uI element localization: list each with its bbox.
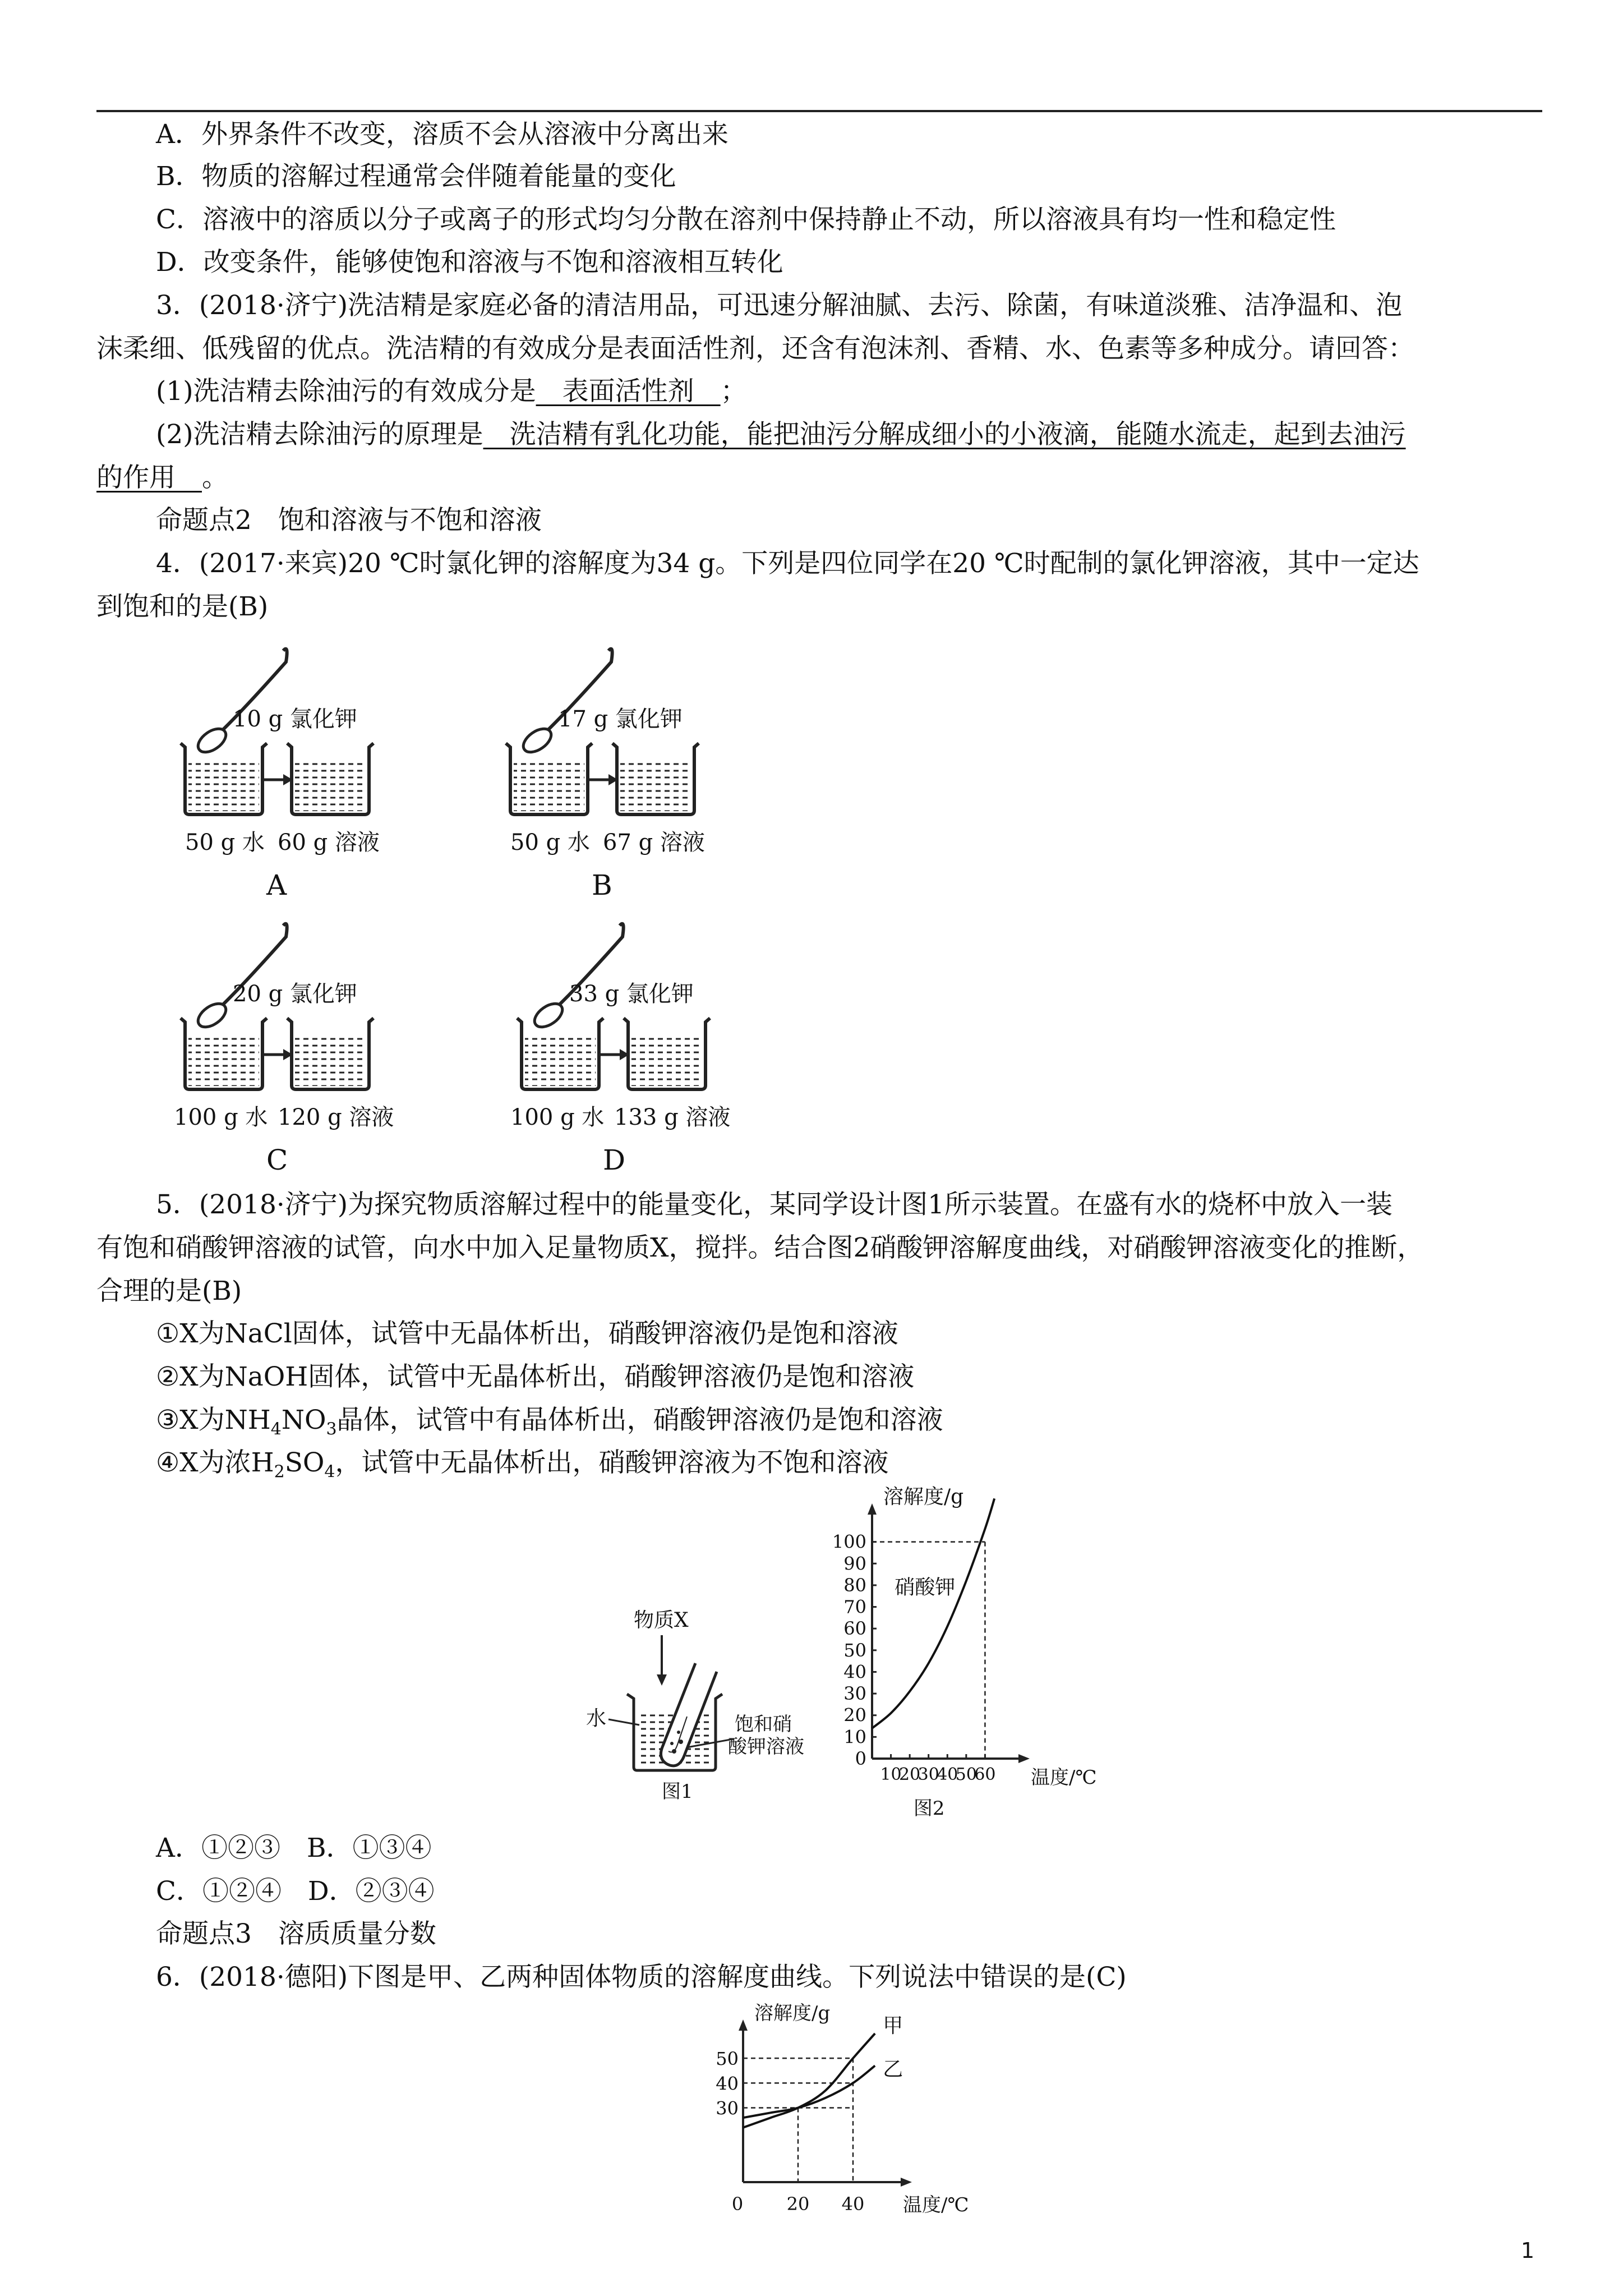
y-tick-label: 40 [716,2073,739,2095]
q3-stem-line2: 沫柔细、低残留的优点。洗洁精的有效成分是表面活性剂，还含有泡沫剂、香精、水、色素等多种成分。请回答： [96,333,1414,364]
arrow-icon [264,1049,293,1060]
q3-part2 [156,418,1406,452]
x-axis-label: 温度/℃ [903,2194,969,2216]
q4-b-added-label: 17 g 氯化钾 [558,706,683,732]
q5-s4-sub1: 2 [274,1462,285,1482]
q4-a-letter: A [266,869,287,901]
series-line-kno3 [872,1498,994,1728]
page-number: 1 [1520,2238,1534,2263]
q5-solubility-chart [830,1481,1122,1818]
q5-fig1-caption: 图1 [662,1780,693,1803]
q5-statement-1: ①X为NaCl固体，试管中无晶体析出，硝酸钾溶液仍是饱和溶液 [156,1318,898,1349]
q5-statement-3 [156,1404,943,1446]
spoon-icon [194,924,287,1032]
x-tick-label: 50 [955,1765,977,1784]
x-axis-label: 温度/℃ [1031,1766,1097,1789]
q5-statement-4 [156,1446,889,1489]
q3-part2-prefix: (2)洗洁精去除油污的原理是 [156,419,483,450]
series-line-yi [743,2065,875,2118]
q5-s4-suffix: ，试管中无晶体析出，硝酸钾溶液为不饱和溶液 [335,1447,889,1478]
y-tick-label: 20 [843,1704,866,1726]
x-tick-label: 40 [937,1765,958,1784]
q4-stem-line2: 到饱和的是(B) [96,591,269,622]
y-tick-label: 40 [843,1661,866,1683]
y-axis-arrow [868,1503,877,1515]
series-label-kno3: 硝酸钾 [895,1576,956,1599]
y-tick-label: 10 [843,1726,866,1748]
beaker-icon [181,1018,267,1089]
x-axis-arrow [901,2178,912,2187]
beaker-icon [624,1018,710,1089]
q4-c-letter: C [266,1144,288,1176]
q5-s3-sub1: 4 [270,1419,282,1439]
y-tick-label: 0 [855,1748,866,1769]
y-tick-label: 50 [843,1639,866,1661]
q2-option-b: B．物质的溶解过程通常会伴随着能量的变化 [156,161,676,192]
beaker-icon [612,743,699,815]
q5-s3-sub2: 3 [326,1419,337,1439]
q4-figure-c [168,914,426,1178]
q5-s4-sub2: 4 [324,1462,335,1482]
q3-part2-answer-line1: __洗洁精有乳化功能，能把油污分解成细小的小液滴，能随水流走，起到去油污 [483,419,1406,450]
section2-title: 命题点2 饱和溶液与不饱和溶液 [156,505,542,536]
q3-part1-answer: __表面活性剂__ [536,376,721,407]
q5-s3-suffix: 晶体，试管中有晶体析出，硝酸钾溶液仍是饱和溶液 [336,1405,943,1435]
q5-s4-mid: SO [284,1447,325,1478]
y-tick-label: 60 [843,1618,866,1640]
q5-fig1-label-sol2: 酸钾溶液 [728,1736,804,1758]
q5-fig1-label-sol1: 饱和硝 [735,1713,792,1736]
q4-c-solution-label: 120 g 溶液 [278,1105,394,1130]
q4-stem-line1: 4．(2017·来宾)20 ℃时氯化钾的溶解度为34 g。下列是四位同学在20 ℃时配制的氯化钾溶液，其中一定达 [156,548,1419,579]
q2-option-c: C．溶液中的溶质以分子或离子的形式均匀分散在溶剂中保持静止不动，所以溶液具有均一性和稳定性 [156,204,1336,235]
y-axis-label: 溶解度/g [754,2002,831,2024]
q4-b-solution-label: 67 g 溶液 [603,830,705,855]
y-tick-label: 30 [843,1683,866,1705]
x-tick-label: 20 [899,1765,921,1784]
y-axis-arrow [739,2019,748,2031]
y-tick-label: 30 [716,2097,739,2119]
q5-options-cd: C．①②④ D．②③④ [156,1876,435,1907]
beaker-icon [287,743,374,815]
x-tick-label: 30 [917,1765,939,1784]
q4-b-water-label: 50 g 水 [510,830,590,855]
q5-s3-mid: NO [281,1405,326,1435]
spoon-icon [194,649,287,757]
beaker-icon [517,1018,603,1089]
beaker-icon [287,1018,374,1089]
q4-d-water-label: 100 g 水 [510,1105,605,1130]
q3-part2-cont [96,461,228,495]
q3-part1-prefix: (1)洗洁精去除油污的有效成分是 [156,376,536,407]
q4-d-solution-label: 133 g 溶液 [614,1105,731,1130]
arrow-icon [589,774,618,785]
beaker-icon [181,743,267,815]
y-tick-label: 90 [843,1553,866,1575]
y-tick-label: 100 [832,1531,866,1553]
header-rule [96,110,1542,112]
x-axis-arrow [1018,1754,1030,1763]
q4-figure-b [494,639,751,903]
series-label-jia: 甲 [883,2014,903,2037]
q4-a-added-label: 10 g 氯化钾 [233,706,357,732]
q4-d-letter: D [603,1144,626,1176]
q5-fig1-label-water: 水 [586,1707,607,1730]
q5-figure-1 [578,1604,841,1812]
y-tick-label: 70 [843,1596,866,1618]
q3-part2-suffix: 。 [202,462,228,493]
spoon-icon [531,924,624,1032]
down-arrow-icon [657,1635,667,1686]
series-label-yi: 乙 [883,2058,903,2081]
y-axis-label: 溶解度/g [883,1485,964,1508]
y-tick-label: 50 [716,2048,739,2070]
q6-stem: 6．(2018·德阳)下图是甲、乙两种固体物质的溶解度曲线。下列说法中错误的是(C) [156,1962,1127,1993]
arrow-icon [264,774,293,785]
q5-stem-line2: 有饱和硝酸钾溶液的试管，向水中加入足量物质X，搅拌。结合图2硝酸钾溶解度曲线，对硝酸钾溶液变化的推断， [96,1232,1424,1263]
q3-part1-suffix: ； [720,376,747,407]
q3-stem-line1: 3．(2018·济宁)洗洁精是家庭必备的清洁用品，可迅速分解油腻、去污、除菌，有味道淡雅、洁净温和、泡 [156,290,1403,321]
q4-a-solution-label: 60 g 溶液 [278,830,380,855]
q4-b-letter: B [592,869,612,901]
beaker-icon [506,743,592,815]
q6-solubility-chart [695,2000,1009,2224]
chart-caption: 图2 [913,1797,945,1820]
q4-c-added-label: 20 g 氯化钾 [233,981,357,1007]
q4-c-water-label: 100 g 水 [174,1105,268,1130]
section3-title: 命题点3 溶质质量分数 [156,1918,436,1949]
q5-statement-2: ②X为NaOH固体，试管中无晶体析出，硝酸钾溶液仍是饱和溶液 [156,1361,915,1392]
q2-option-a: A．外界条件不改变，溶质不会从溶液中分离出来 [156,119,728,150]
q5-s4-prefix: ④X为浓H [156,1447,274,1478]
q4-figure-d [505,914,763,1178]
q4-figure-a [168,639,426,903]
q5-s3-prefix: ③X为NH [156,1405,271,1435]
x-tick-label: 60 [974,1765,996,1784]
q2-option-d: D．改变条件，能够使饱和溶液与不饱和溶液相互转化 [156,247,783,278]
q4-d-added-label: 33 g 氯化钾 [569,981,694,1007]
q5-options-ab: A．①②③ B．①③④ [156,1833,432,1864]
q5-stem-line1: 5．(2018·济宁)为探究物质溶解过程中的能量变化，某同学设计图1所示装置。在盛有水的烧杯中放入一装 [156,1189,1393,1220]
q5-stem-line3: 合理的是(B) [96,1276,242,1306]
y-tick-label: 80 [843,1574,866,1596]
x-tick-label: 40 [841,2193,865,2215]
spoon-icon [519,649,612,757]
q3-part2-answer-line2: 的作用__ [96,462,202,493]
q5-fig1-label-x: 物质X [634,1609,689,1632]
x-tick-label: 20 [786,2193,810,2215]
x-tick-label: 10 [880,1765,902,1784]
x-tick-label: 0 [731,2193,744,2215]
q3-part1 [156,375,747,408]
q4-a-water-label: 50 g 水 [185,830,265,855]
arrow-icon [600,1049,629,1060]
